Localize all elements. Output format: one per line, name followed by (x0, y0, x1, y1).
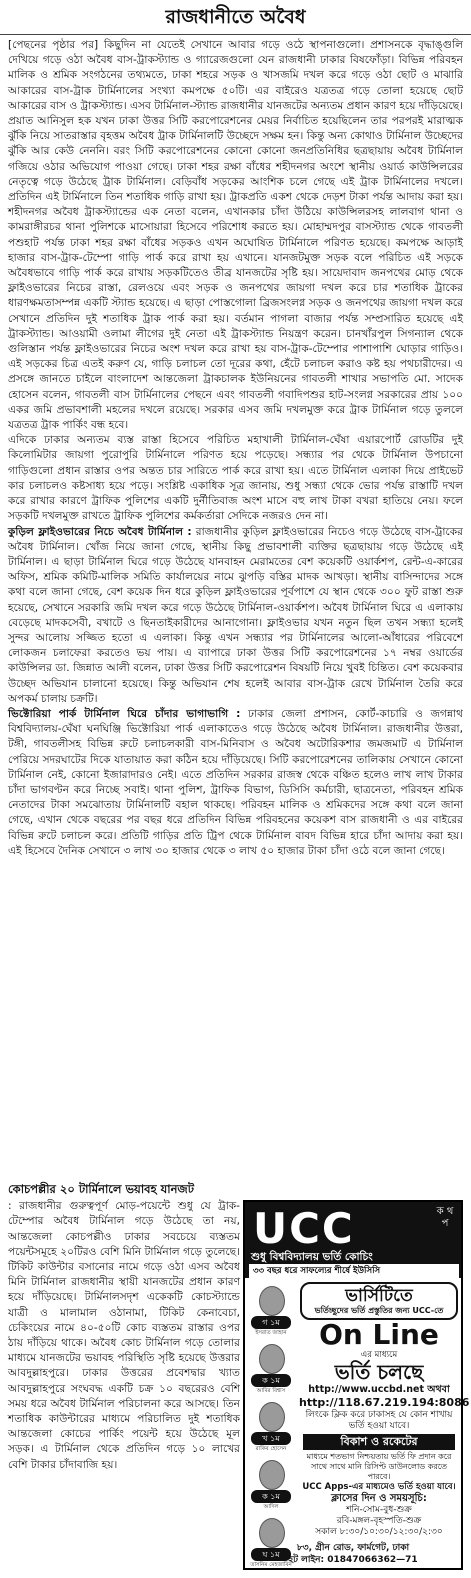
article-headline: রাজধানীতে অবৈধ (0, 0, 471, 35)
article-paragraph-3 (8, 525, 463, 707)
topper-name: আবির বিশ্বাস (256, 1388, 286, 1394)
schedule-days-1: শনি-সোম-বুধ-শুক্র (346, 1505, 412, 1515)
varsity-heading: ভার্সিটিতে (345, 1286, 413, 1306)
varsity-subtext: ভর্তিচ্ছুদের ভর্তি প্রস্তুতির জন্য UCC-তে (314, 1306, 444, 1315)
topper-rank: খ ১ম (251, 1432, 291, 1445)
ip-link[interactable]: http://118.67.219.194:8086 (299, 1396, 470, 1409)
topper-name: তাসনিম মেহজাবিন (250, 1562, 292, 1568)
topper-name: ইসরাত জাহান (255, 1330, 287, 1336)
topper-photo (249, 1342, 293, 1396)
topper-rank: ক ১ম (251, 1374, 291, 1387)
varsity-box (300, 1282, 458, 1320)
topper-photos (249, 1284, 295, 1568)
topper-photo (249, 1400, 293, 1454)
topper-photo (249, 1458, 293, 1512)
ad-details (299, 1282, 470, 1538)
victoria-park-text: ঢাকার জেলা প্রশাসন, কোর্ট-কাচারি ও জগন্নাথ বিশ্ববিদ্যালয়-ঘেঁষা ঘনঘিঞ্জি ভিক্টোরিয়া পার্ক এলাকাতেও গড়ে উঠেছে অবৈধ টার্মিনাল। রাজধানীর উত্তরা, টঙ্গী, গাবতলীসহ বিভিন্ন রুটে চলাচলকারী বাস-মিনিবাস ও অবৈধ অটোরিকশার জমজমাট এ টার্মিনাল পেরিয়ে সদরঘাটের দিকে যাতায়াত করা কঠিন হয়ে দাঁড়িয়েছে। সিটি করপোরেশনের তালিকায় সেখানে কোনো টার্মিনাল নেই, কোনো ইজারাদারও নেই। এতে প্রতিদিন সরকার রাজস্ব থেকে বঞ্চিত হলেও লাখ লাখ টাকার চাঁদা ভাগবণ্টন করে নিচ্ছে সবাই। থানা পুলিশ, ট্রাফিক বিভাগ, ডিসিসি কর্মচারী, ছাত্রনেতা, পরিবহন শ্রমিক নেতাদের টাকা সমঝোতায় টার্মিনালটি বহাল থাকছে। পরিবহন মালিক ও শ্রমিকদের সঙ্গে কথা বলে জানা গেছে, এখান থেকে বছরের পর বছর ধরে প্রতিদিন বিভিন্ন পরিবহনের কয়েকশ বাস রাজধানী ও এর বাইরের বিভিন্ন রুটে চলাচল করে। প্রতিটি গাড়ির প্রতি ট্রিপ থেকে টার্মিনাল বাবদ বিভিন্ন হারে চাঁদা আদায় করা হয়। এই হিসেবে দৈনিক সেখানে ৩ লাখ ৩০ হাজার থেকে ৩ লাখ ৫০ হাজার টাকা চাঁদা ওঠে বলে জানা গেছে। (8, 707, 463, 857)
link-instruction: লিংকে ক্লিক করে ঢাকাসহ যে কোন শাখায় ভর্তি হওয়া যাবে। (305, 1410, 453, 1431)
subheading-coach: কোচপল্লীর ২০ টার্মিনালে ভয়াবহ যানজট (8, 1182, 194, 1196)
schedule-title: ক্লাসের দিন ও সময়সূচি: (331, 1493, 427, 1504)
article-paragraph-1: [পেছনের পৃষ্ঠার পর] কিছুদিন না যেতেই সেখানে আবার গড়ে ওঠে স্থাপনাগুলো। প্রশাসনকে বৃদ্ধাঙ্গুলি দেখিয়ে গড়ে ওঠা অবৈধ বাস-ট্রাকস্ট্যান্ড ও গ্যারেজগুলো যেন রাজধানী ঢাকার বিষফোঁড়া। বিভিন্ন পরিবহন মালিক ও শ্রমিক সংগঠনের তথ্যমতে, ঢাকা শহরে সড়ক ও খাসজমি দখল করে গড়ে ওঠা ছোট ও মাঝারি আকারের বাস-ট্রাক টার্মিনালের সংখ্যা কমপক্ষে ৫০টি। এর বাইরেও যত্রতত্র গড়ে তোলা হয়েছে ছোট আকারের বাস ও ট্রাকস্ট্যান্ড। এসব টার্মিনাল-স্ট্যান্ড রাজধানীর যানজটের অন্যতম প্রধান কারণ হয়ে দাঁড়িয়েছে। প্রয়াত আনিসুল হক যখন ঢাকা উত্তর সিটি করপোরেশনের মেয়র নির্বাচিত হয়েছিলেন তার পরপরই মারাত্মক ঝুঁকি নিয়ে সাতরাস্তার বৃহত্তম অবৈধ ট্রাক টার্মিনালটি উচ্ছেদে সক্ষম হন। কিন্তু অন্য কোথাও টার্মিনাল উচ্ছেদের ঝুঁকি আর কেউ নেননি। বরং সিটি করপোরেশনের কোনো কোনো জনপ্রতিনিধির ছত্রছায়ায় অবৈধ টার্মিনাল গজিয়ে ওঠার অভিযোগ পাওয়া গেছে। ঢাকা শহর রক্ষা বাঁধের শহীদনগর অংশে স্থানীয় ওয়ার্ড কাউন্সিলরের নেতৃত্বে গড়ে উঠেছে ট্রাক টার্মিনাল। বেড়িবাঁধ সড়কের আংশিক চলে গেছে এই ট্রাক টার্মিনালের দখলে। প্রতিদিন এই টার্মিনালে তিন শতাধিক গাড়ি রাখা হয়। ট্রাকপ্রতি একশ থেকে দেড়শ টাকা পর্যন্ত আদায় করা হয়। শহীদনগর অবৈধ ট্রাকস্ট্যান্ডের এক নেতা বলেন, এখানকার চাঁদা উঠিয়ে কাউন্সিলরসহ লালবাগ থানা ও কামরাঙ্গীরচর থানা পুলিশকে মাসোয়ারা হিসেবে পরিশোধ করতে হয়। মোহাম্মদপুর বাসস্ট্যান্ড থেকে গাবতলী পশুহাট পর্যন্ত ঢাকা শহর রক্ষা বাঁধের সড়কও এখন অঘোষিত টার্মিনালে পরিণত হয়েছে। কমপক্ষে আড়াই হাজার বাস-ট্রাক-টেম্পো গাড়ি পার্ক করে রাখা হয় এখানে। যানজটমুক্ত সড়ক বলে পরিচিত এই সড়কে অবৈধভাবে গাড়ি পার্ক করে রাখায় সড়কটিতেও তীব্র যানজটের সৃষ্টি হয়। সায়েদাবাদ জনপথের মোড় থেকে ফ্লাইওভারের নিচের রাস্তা, রেলওয়ে এবং সড়ক ও জনপথের জায়গা দখল করে চার শতাধিক ট্রাকের ধারণক্ষমতাসম্পন্ন একটি স্ট্যান্ড হয়েছে। এ ছাড়া পোস্তগোলা ব্রিজসংলগ্ন সড়ক ও জনপথের জায়গা দখল করে সেখানে প্রতিদিন দুই শতাধিক ট্রাক পার্ক করা হয়। বর্তমান পাগলা বাজার পর্যন্ত সম্প্রসারিত হয়েছে এই ট্রাকস্ট্যান্ড। আওয়ামী ওলামা লীগের দুই নেতা এই ট্রাকস্ট্যান্ড নিয়ন্ত্রণ করেন। চানখাঁরপুল সিগন্যাল থেকে গুলিস্তান পর্যন্ত ফ্লাইওভারের নিচের অংশ দখল করে রাখা হয় বাস-ট্রাক-টেম্পোর পাশাপাশি ঘোড়ার গাড়িও। এই সড়কের চিত্র এতই করুণ যে, গাড়ি চলাচল তো দূরের কথা, হেঁটে চলাচল করাও কষ্ট হয় পথচারীদের। এ প্রসঙ্গে জানতে চাইলে বাংলাদেশ আন্তজেলা ট্রাকচালক ইউনিয়নের গাবতলী শাখার সভাপতি মো. সাদেক হোসেন বলেন, গাবতলী বাস টার্মিনালের পেছনে এবং গাবতলী গবাদিপশুর হাট-সংলগ্ন সরকারের প্রায় ১০০ একর জমি প্রভাবশালী মহলের দখলে রয়েছে। সরকার এসব জমি দখলমুক্ত করে ট্রাক টার্মিনাল গড়ে তুললে যত্রতত্র ট্রাক পার্কিং বন্ধ হবে। (8, 39, 463, 432)
topper-photo (249, 1284, 293, 1338)
article-paragraph-4 (8, 707, 463, 859)
article-paragraph-2: এদিকে ঢাকার অন্যতম ব্যস্ত রাস্তা হিসেবে পরিচিত মহাখালী টার্মিনাল-ঘেঁষা এয়ারপোর্ট রোডটির দুই কিলোমিটার জায়গা পুরোপুরি টার্মিনালে পরিণত হয়ে পড়েছে। সন্ধ্যার পর থেকে টার্মিনাল উপচানো গাড়িগুলো প্রধান রাস্তার ওপর অন্তত চার সারিতে পার্ক করে রাখা হয়। এতে টার্মিনাল এলাকা দিয়ে প্রাইভেট কার চলাচলও কষ্টসাধ্য হয়ে পড়ে। সংশ্লিষ্ট একাধিক সূত্র জানায়, শুধু সন্ধ্যা থেকে ভোর পর্যন্ত রাস্তাটি দখল করে রাখার কারণে ট্রাফিক পুলিশের একটি দুর্নীতিবাজ অংশ মাসে বহু লাখ টাকা বখরা হাতিয়ে নেয়। ফলে সড়কটি দখলমুক্ত রাখতে ট্রাফিক পুলিশের কর্মকর্তারা সেদিকে নজরও দেন না। (8, 434, 463, 523)
article-body (8, 38, 463, 859)
schedule-days-2: রবি-মঙ্গল-বৃহস্পতি-শুক্র (336, 1516, 422, 1526)
payment-subtext: মাধ্যমে শতভাগ নিশ্চয়তায় ভর্তি ফি প্রদান করে সাথে সাথে মানি রিসিপ্ট ডাউনলোড করতে পারবে। (306, 1452, 452, 1481)
ucc-logo: UCC (253, 1204, 355, 1253)
ad-address: ৮৩, গ্রীন রোড, ফার্মগেট, ঢাকা (296, 1543, 410, 1553)
ad-success-years: ৩৩ বছর ধরে সাফল্যের শীর্ষে ইউসিসি (249, 1264, 459, 1278)
student-face-icon (259, 1460, 285, 1490)
topper-rank: গ ১ম (251, 1316, 291, 1329)
payment-banner: বিকাশ ও রকেটের (303, 1434, 455, 1450)
topper-name: রাকিব হোসেন (255, 1446, 287, 1452)
coach-terminal-column (8, 1182, 240, 1473)
subheading-kuril: কুড়িল ফ্লাইওভারের নিচে অবৈধ টার্মিনাল : (8, 525, 192, 538)
website-link[interactable]: http://www.uccbd.net অথবা (308, 1384, 450, 1395)
online-heading: On Line (319, 1318, 439, 1351)
apps-note: UCC Apps-এর মাধ্যমেও ভর্তি হওয়া যাবে। (302, 1482, 456, 1492)
ad-footer (245, 1542, 461, 1566)
student-face-icon (259, 1344, 285, 1374)
topper-name: আদিল (263, 1504, 279, 1510)
kuril-text: রাজধানীর কুড়িল ফ্লাইওভারের নিচেও গড়ে উঠেছে বাস-ট্রাকের অবৈধ টার্মিনাল। খোঁজ নিয়ে জানা গেছে, স্থানীয় কিছু প্রভাবশালী ব্যক্তির ছত্রছায়ায় গড়ে উঠেছে এই টার্মিনাল। এ ছাড়া টার্মিনাল ঘিরে গড়ে উঠেছে যানবাহন মেরামতের বেশ কয়েকটি ওয়ার্কশপ, রেন্ট-এ-কারের অফিস, শ্রমিক কমিটি-মালিক সমিতি কার্যালয়ের নামে ঝুপড়ি বস্তির মাদক আখড়া। স্থানীয় বাসিন্দাদের সঙ্গে কথা বলে জানা গেছে, বেশ কয়েক দিন ধরে কুড়িল ফ্লাইওভারের পূর্বপাশে যে স্থান থেকে ৩০০ ফুট রাস্তা শুরু হয়েছে, সেখানে সরকারি জমি দখল করে গড়ে উঠেছে টার্মিনাল-ওয়ার্কশপ। অবৈধ টার্মিনাল ঘিরে এ এলাকায় বেড়েছে মাদকসেবী, বখাটে ও ছিনতাইকারীদের আনাগোনা। ফ্লাইওভার যখন নতুন ছিল তখন সন্ধ্যা হলেই সুন্দর আলোয় সজ্জিত হতো এ এলাকা। কিন্তু এখন সন্ধ্যার পর টার্মিনালের আলো-আঁধারের পরিবেশে লোকজন চলাফেরা করতেও ভয় পায়। এ ব্যাপারে ঢাকা উত্তর সিটি করপোরেশনের ১৭ নম্বর ওয়ার্ডের কাউন্সিলর ডা. জিন্নাত আলী বলেন, ঢাকা উত্তর সিটি করপোরেশন বিষয়টি নিয়ে খুবই চিন্তিত। বেশ কয়েকবার উচ্ছেদ অভিযান চালানো হয়েছে। কিন্তু অভিযান শেষ হলেই আবার বাস-ট্রাক রেখে টার্মিনাল তৈরি করে অপকর্ম চালায় চক্রটি। (8, 525, 463, 705)
ucc-advertisement (243, 1200, 470, 1570)
online-subtext: এর মাধ্যমে (360, 1350, 398, 1360)
student-face-icon (259, 1402, 285, 1432)
student-face-icon (259, 1286, 285, 1316)
subheading-victoria-park: ভিক্টোরিয়া পার্ক টার্মিনাল ঘিরে চাঁদার ভাগাভাগি : (8, 707, 241, 720)
admission-ongoing: ভর্তি চলছে (334, 1360, 424, 1384)
topper-rank: ঘ ১ম (251, 1548, 291, 1561)
topper-rank: ক ১ম (251, 1490, 291, 1503)
ad-tagline: শুধু বিশ্ববিদ্যালয় ভর্তি কোচিং (251, 1251, 373, 1263)
ad-vertical-units: ক থ প (436, 1206, 454, 1229)
schedule-times: সকাল ৮:৩০/১০:৩০/১২:৩০/২:৩০ (315, 1527, 443, 1537)
coach-terminal-text: : রাজধানীর গুরুত্বপূর্ণ মোড়-পয়েন্টে শুধু যে ট্রাক-টেম্পোর অবৈধ টার্মিনাল গড়ে উঠেছে তা নয়, আন্তজেলা কোচপল্লীও ঢাকার সবচেয়ে ব্যস্ততম পয়েন্টসমূহে ২০টিরও বেশি মিনি টার্মিনাল গড়ে তুলেছে। টিকিট কাউন্টার বসানোর নামে গড়ে ওঠা এসব অবৈধ মিনি টার্মিনাল রাজধানীর স্থায়ী যানজটের প্রধান কারণ হয়ে দাঁড়িয়েছে। টার্মিনালসদৃশ একেকটি কোচস্ট্যান্ডে যাত্রী ও মালামাল ওঠানামা, টিকিট কেনাবেচা, চেকিংয়ের নামে ৪০-৫০টি কোচ ব্যস্ততম রাস্তার ওপর ঠায় দাঁড়িয়ে থাকে। অবৈধ কোচ টার্মিনাল গড়ে তোলার মাধ্যমে যানজটের ভয়াবহ পরিস্থিতি সৃষ্টি হয়েছে উত্তরার আবদুল্লাহপুরে। ঢাকার উত্তরের প্রবেশদ্বার খ্যাত আবদুল্লাহপুরে সংঘবদ্ধ একটি চক্র ১০ বছরেরও বেশি সময় ধরে অবৈধ টার্মিনাল পরিচালনা করে আসছে। তিন শতাধিক কাউন্টারের মাধ্যমে পরিচালিত দুই শতাধিক আন্তজেলা কোচের পার্কিং পয়েন্ট হয়ে উঠেছে মূল সড়ক। এ টার্মিনাল থেকে প্রতিদিন গড়ে ১০ লাখের বেশি টাকার চাঁদাবাজি হয়। (8, 1200, 240, 1471)
ad-header (245, 1202, 461, 1278)
ad-hotline: হট লাইন: 01847066362—71 (288, 1555, 418, 1565)
